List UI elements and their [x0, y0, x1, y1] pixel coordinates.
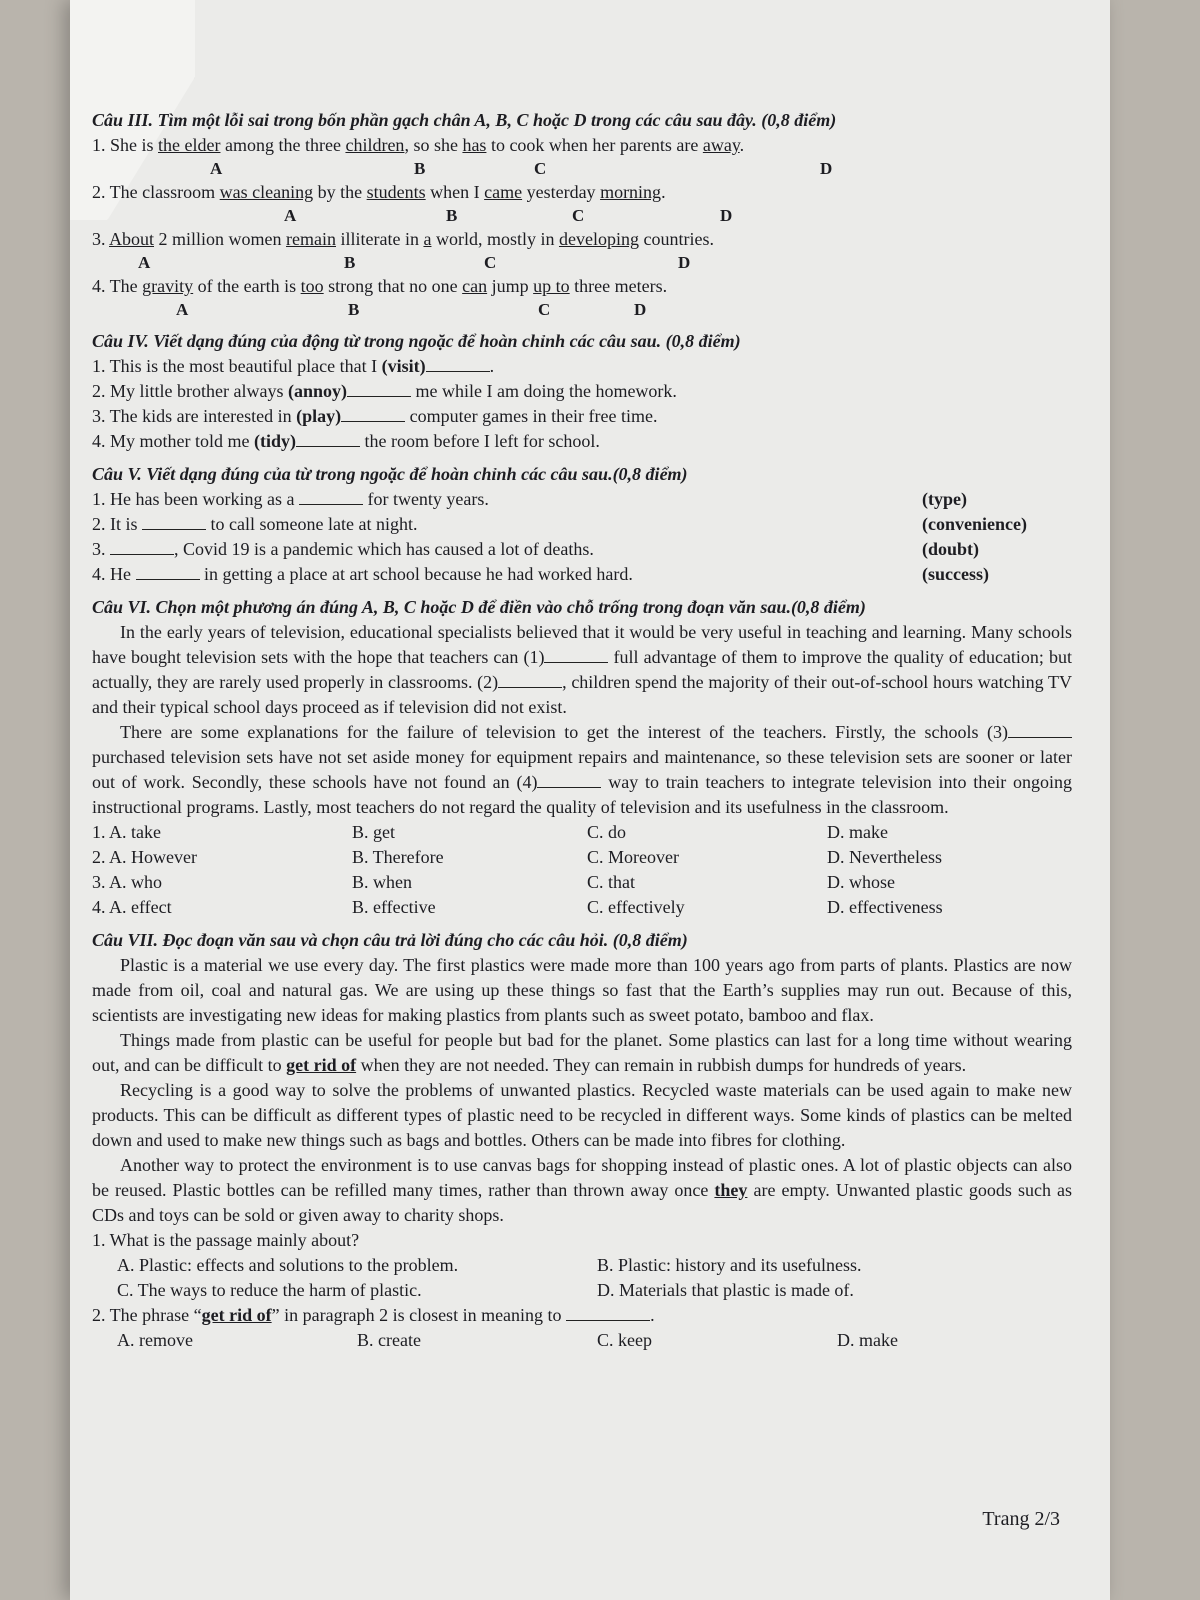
s7-paragraph-4: Another way to protect the environment is to use canvas bags for shopping instead of plastic ones. A lot of plastic objects can also be reused. Plastic bottles can be refilled many times, rather than thrown away once they are empty. Unwanted plastic goods such as CDs and toys can be sold or given away to charity shops.: [92, 1155, 1072, 1225]
page-number: Trang 2/3: [982, 1508, 1060, 1530]
section-7-title: Câu VII. Đọc đoạn văn sau và chọn câu trả lời đúng cho các câu hỏi. (0,8 điểm): [92, 930, 688, 950]
s4-question-3: 3. The kids are interested in (play) computer games in their free time.: [92, 406, 658, 426]
s3-q4-letters: A B C D: [176, 300, 647, 319]
s4-question-2: 2. My little brother always (annoy) me while I am doing the homework.: [92, 381, 677, 401]
s6-paragraph-2: There are some explanations for the failure of television to get the interest of the teachers. Firstly, the schools (3) purchased television sets have not set aside money for equipment repairs and maintenance, so these television sets are sooner or later out of work. Secondly, these schools have not found an (4) way to train teachers to integrate television into their ongoing instructional programs. Lastly, most teachers do not regard the quality of television and its usefulness in the classroom.: [92, 722, 1072, 817]
section-6-title: Câu VI. Chọn một phương án đúng A, B, C hoặc D để điền vào chỗ trống trong đoạn văn sau.(0,8 điểm): [92, 597, 866, 617]
section-3-title: Câu III. Tìm một lỗi sai trong bốn phần gạch chân A, B, C hoặc D trong các câu sau đây. (0,8 điểm): [92, 110, 837, 130]
s3-q3-letters: A B C D: [138, 253, 691, 272]
s7-question-1: 1. What is the passage mainly about?: [92, 1230, 360, 1250]
s3-question-4: 4. The gravity of the earth is too strong that no one can jump up to three meters.: [92, 276, 668, 296]
s4-question-4: 4. My mother told me (tidy) the room before I left for school.: [92, 431, 600, 451]
s6-options: 1. A. take B. get C. do D. make 2. A. However B. Therefore C. Moreover D. Nevertheless 3. A. who B. when C. that D. whose 4. A. effect B. effective C. effectively D. effectiveness: [92, 822, 943, 917]
s3-question-1: 1. She is the elder among the three children, so she has to cook when her parents are away.: [92, 135, 745, 155]
s3-question-2: 2. The classroom was cleaning by the students when I came yesterday morning.: [92, 182, 666, 202]
s5-question-2: 2. It is to call someone late at night. (convenience): [92, 514, 1027, 534]
s4-question-1: 1. This is the most beautiful place that I (visit) .: [92, 356, 495, 376]
s7-paragraph-2: Things made from plastic can be useful for people but bad for the planet. Some plastics can last for a long time without wearing out, and can be difficult to get rid of when they are not needed. They can remain in rubbish dumps for hundreds of years.: [92, 1030, 1072, 1075]
s7-q2-options: A. remove B. create C. keep D. make: [117, 1330, 898, 1350]
s6-paragraph-1: In the early years of television, educational specialists believed that it would be very useful in teaching and learning. Many schools have bought television sets with the hope that teachers can (1) full advantage of them to improve the quality of education; but actually, they are rarely used properly in classrooms. (2) , children spend the majority of their out-of-school hours watching TV and their typical school days proceed as if television did not exist.: [92, 622, 1072, 717]
s5-question-3: 3. , Covid 19 is a pandemic which has caused a lot of deaths. (doubt): [92, 539, 980, 559]
exam-content: [92, 108, 1072, 1353]
s7-q1-options: A. Plastic: effects and solutions to the problem. B. Plastic: history and its usefulness. C. The ways to reduce the harm of plastic. D. Materials that plastic is made of.: [117, 1255, 862, 1300]
section-5-title: Câu V. Viết dạng đúng của từ trong ngoặc để hoàn chỉnh các câu sau.(0,8 điểm): [92, 464, 688, 484]
s3-q1-letters: A B C D: [210, 159, 833, 178]
s7-paragraph-3: Recycling is a good way to solve the problems of unwanted plastics. Recycled waste materials can be used again to make new products. This can be difficult as different types of plastic need to be recycled in different ways. Some kinds of plastics can be melted down and used to make new things such as bags and bottles. Others can be made into fibres for clothing.: [92, 1080, 1072, 1150]
s7-question-2: 2. The phrase “get rid of” in paragraph 2 is closest in meaning to .: [92, 1305, 655, 1325]
s3-question-3: 3. About 2 million women remain illiterate in a world, mostly in developing countries.: [92, 229, 714, 249]
s5-question-1: 1. He has been working as a for twenty years. (type): [92, 489, 967, 509]
s3-q2-letters: A B C D: [284, 206, 733, 225]
s5-question-4: 4. He in getting a place at art school because he had worked hard. (success): [92, 564, 989, 584]
s7-paragraph-1: Plastic is a material we use every day. The first plastics were made more than 100 years ago from parts of plants. Plastics are now made from oil, coal and natural gas. We are using up these things so fast that the Earth’s supplies may run out. Because of this, scientists are investigating new ideas for making plastics from plants such as sweet potato, bamboo and flax.: [92, 955, 1072, 1025]
section-4-title: Câu IV. Viết dạng đúng của động từ trong ngoặc để hoàn chỉnh các câu sau. (0,8 điểm): [92, 331, 741, 351]
